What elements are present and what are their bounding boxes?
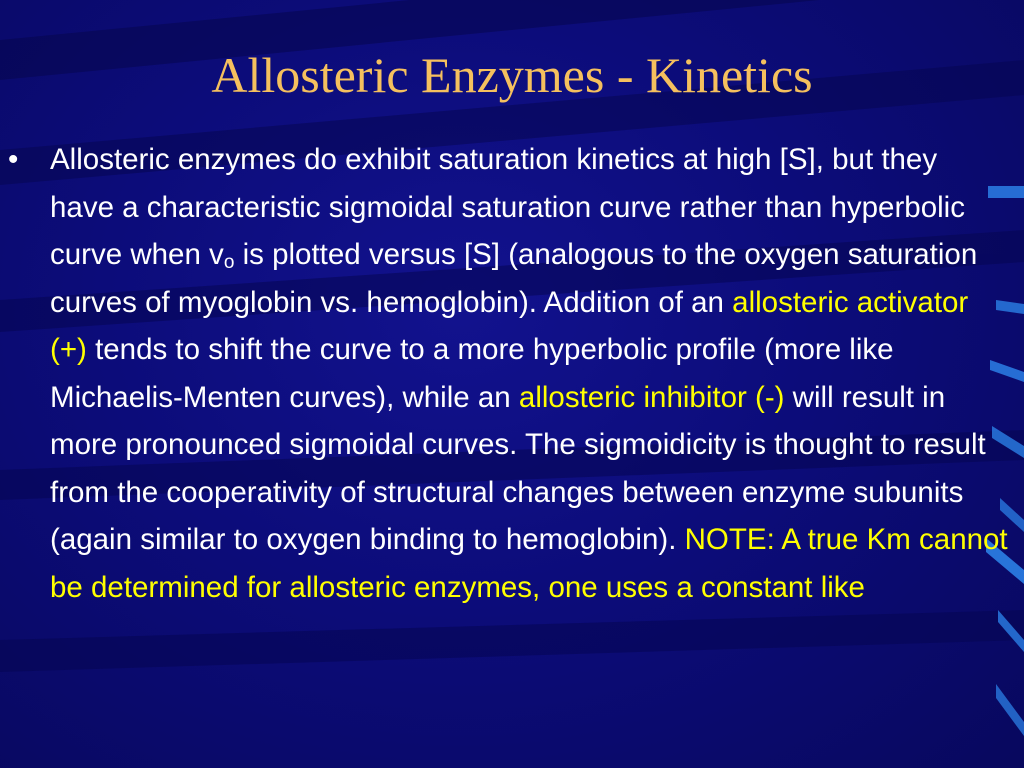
- note-highlight: NOTE: A true Km cannot be determined for allosteric enzymes, one uses a constant like: [50, 523, 1008, 604]
- bullet-marker: •: [8, 143, 19, 176]
- body-text-3: tends to shift the curve to a more hyperbolic profile (more like Michaelis-Menten curves), while an: [50, 333, 894, 414]
- body-text-1: Allosteric enzymes do exhibit saturation kinetics at high [S], but they have a characteristic sigmoidal saturation curve rather than hyperbolic curve when v: [50, 143, 965, 271]
- inhibitor-highlight: allosteric inhibitor (-): [518, 380, 785, 414]
- bullet-paragraph: [50, 136, 1008, 611]
- body-text-4: will result in more pronounced sigmoidal curves. The sigmoidicity is thought to result from the cooperativity of structural changes between enzyme subunits (again similar to oxygen binding to hemoglobin).: [50, 380, 986, 556]
- slide-title: Allosteric Enzymes - Kinetics: [211, 47, 813, 103]
- activator-highlight: allosteric activator (+): [50, 285, 969, 366]
- subscript-o: o: [223, 252, 235, 273]
- body-text-2: is plotted versus [S] (analogous to the oxygen saturation curves of myoglobin vs. hemoglobin). Addition of an: [50, 238, 978, 319]
- bullet-item: [8, 136, 1008, 611]
